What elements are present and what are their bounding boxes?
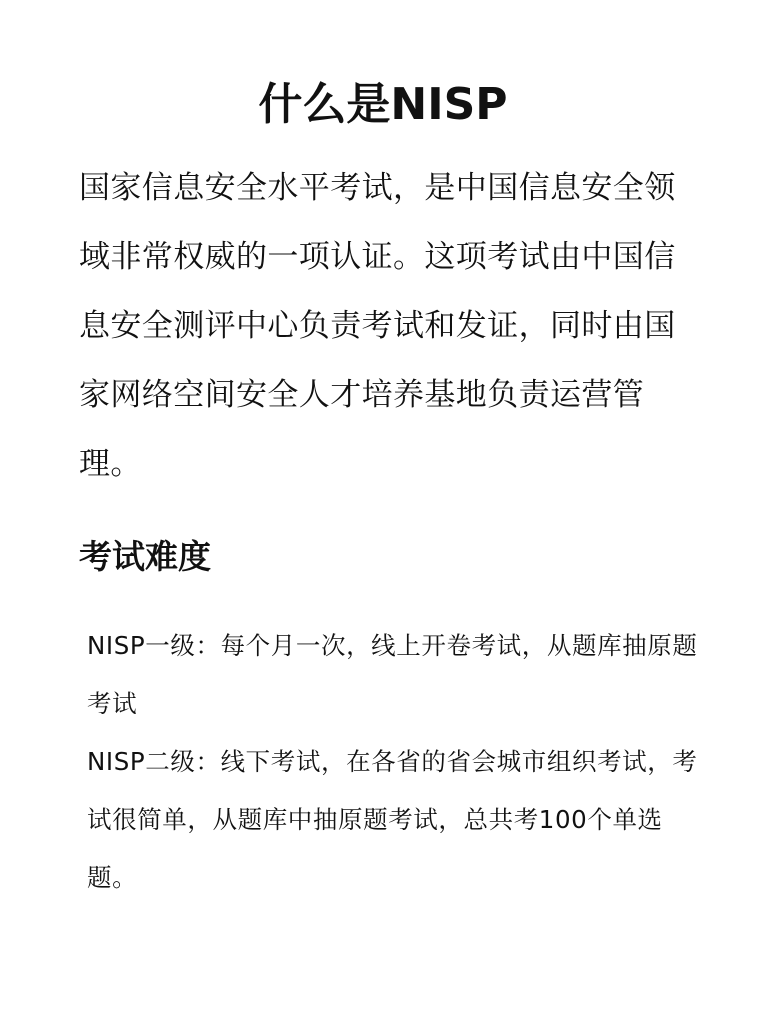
intro-paragraph: 国家信息安全水平考试，是中国信息安全领域非常权威的一项认证。这项考试由中国信息安全测评中心负责考试和发证，同时由国家网络空间安全人才培养基地负责运营管理。 <box>79 170 676 482</box>
difficulty-heading: 考试难度 <box>79 537 211 576</box>
nisp-level-1-description: NISP一级：每个月一次，线上开卷考试，从题库抽原题考试 <box>87 631 698 718</box>
difficulty-list <box>87 617 707 907</box>
page-title: 什么是NISP <box>258 79 508 130</box>
nisp-level-2-description: NISP二级：线下考试，在各省的省会城市组织考试，考试很简单，从题库中抽原题考试，总共考100个单选题。 <box>87 747 698 892</box>
